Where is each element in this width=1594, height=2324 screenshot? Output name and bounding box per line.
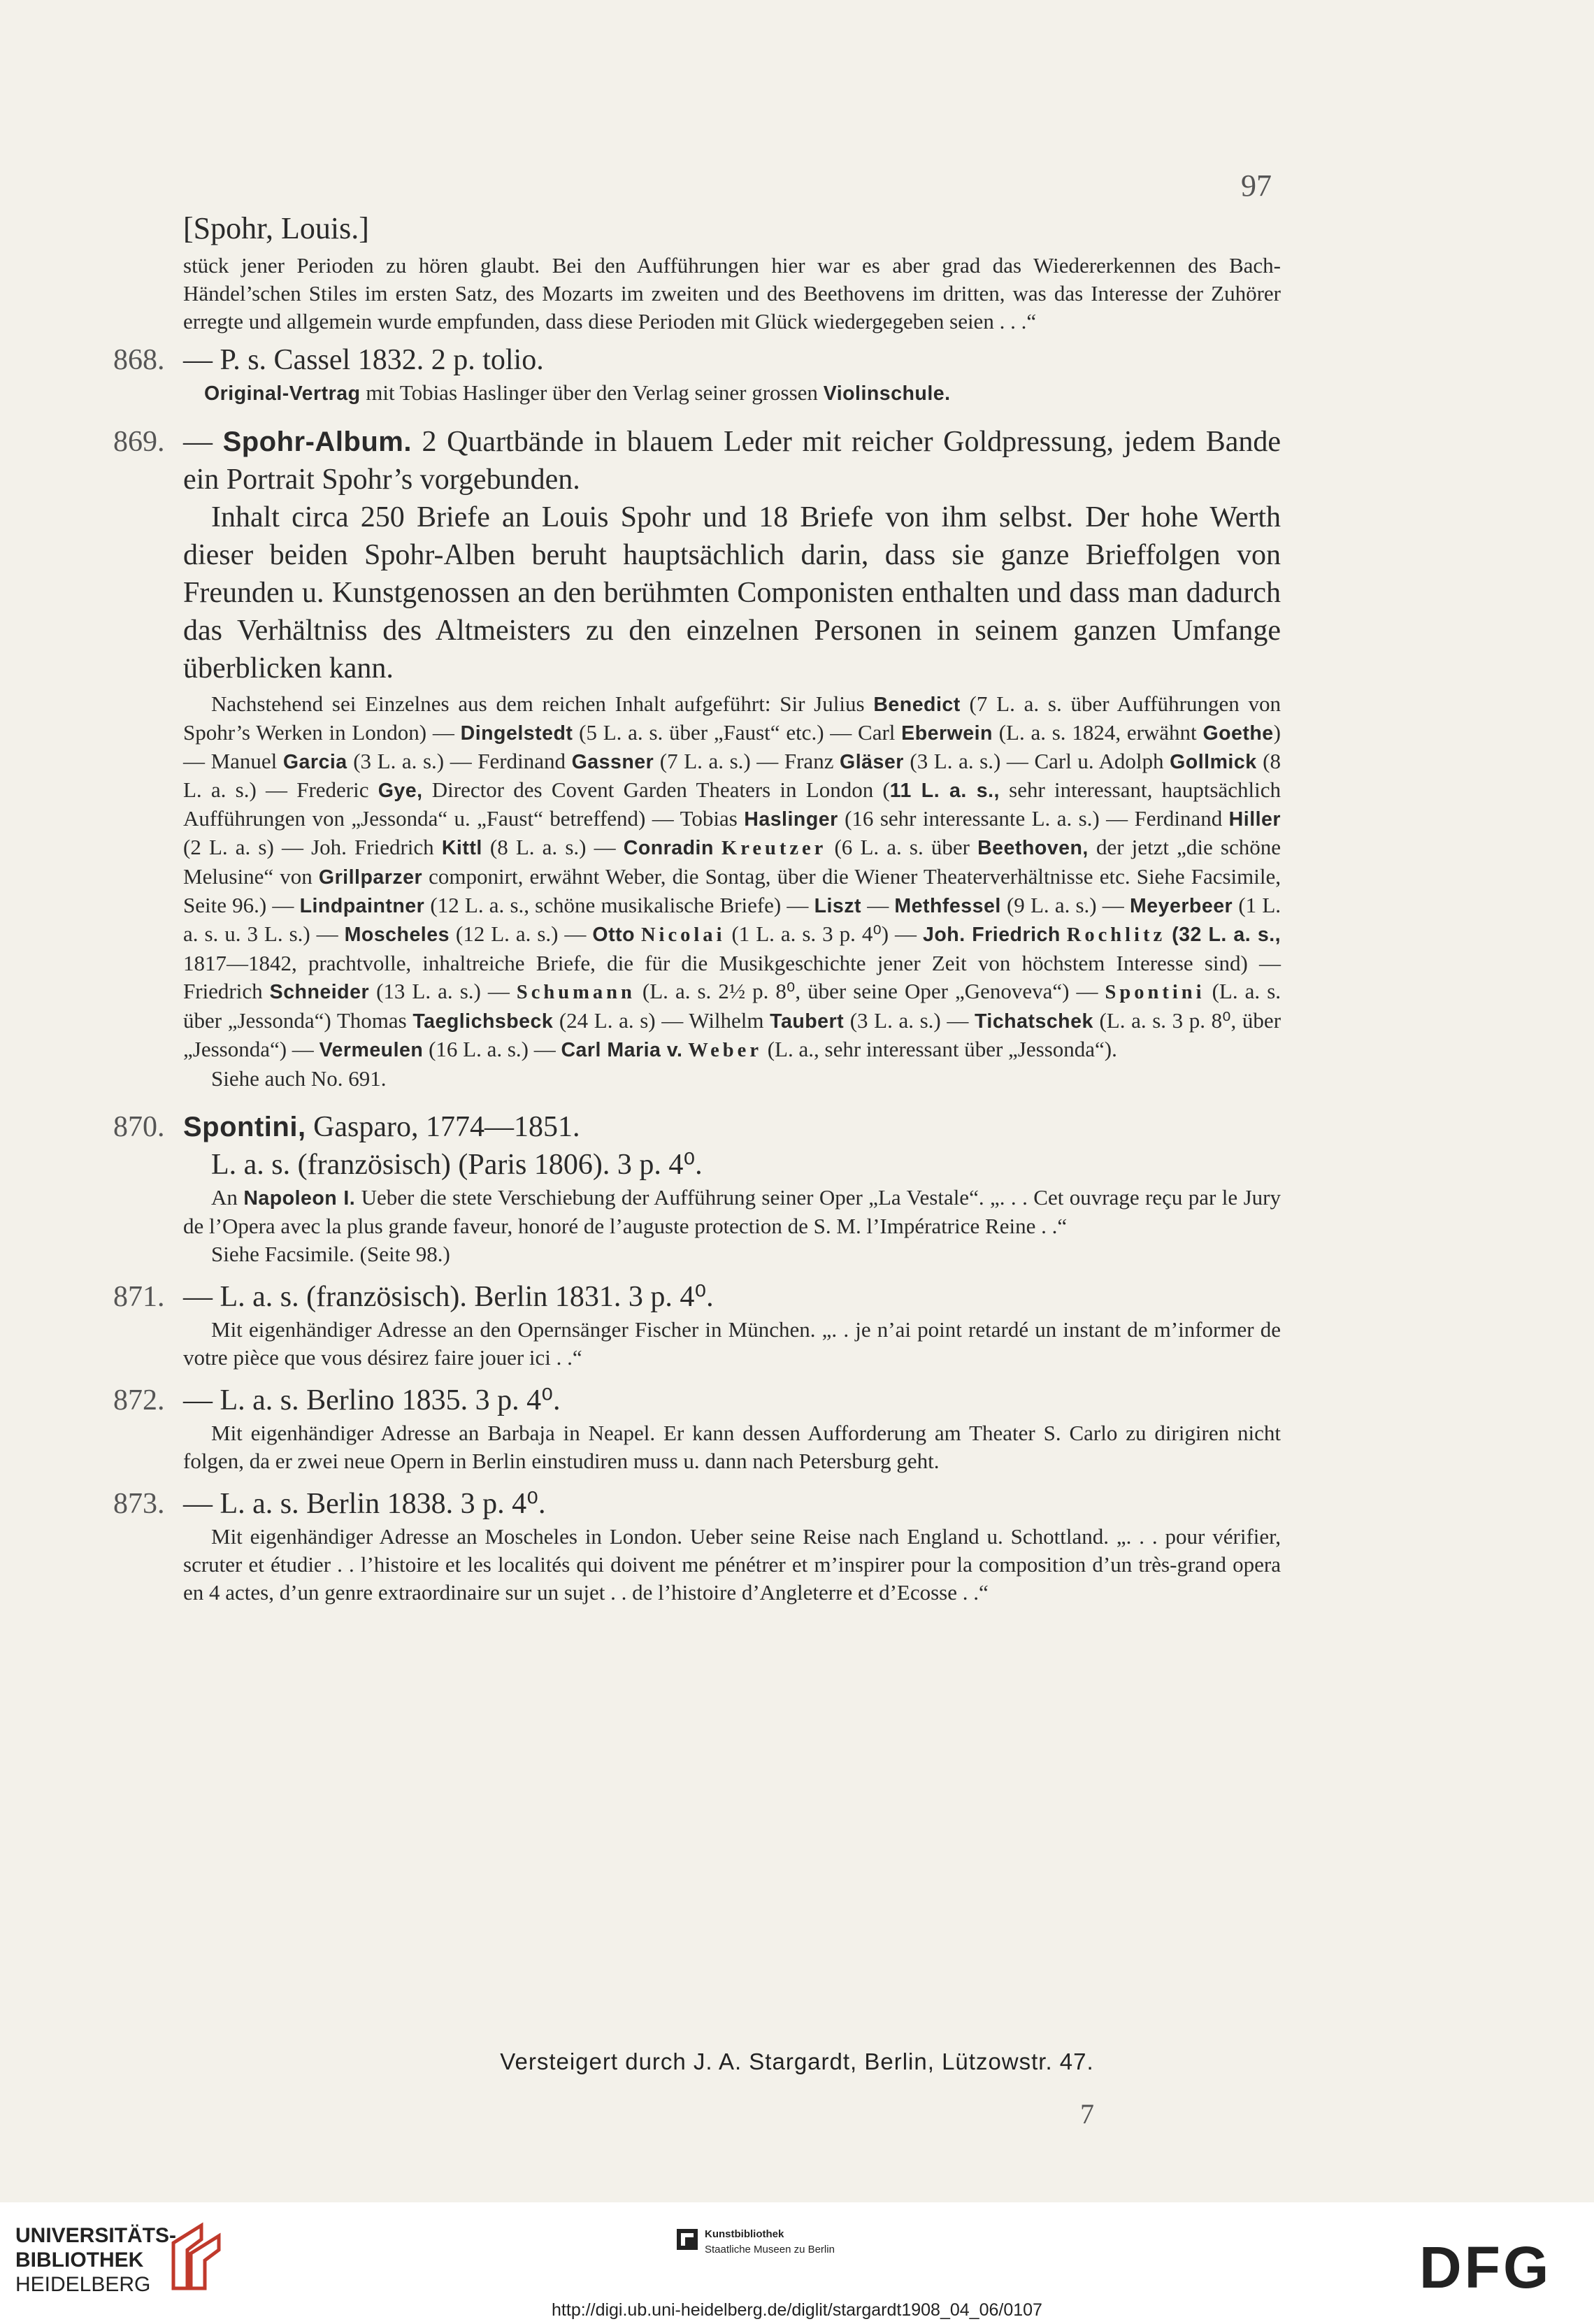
- auction-footer: Versteigert durch J. A. Stargardt, Berlin, Lützowstr. 47.: [500, 2049, 1094, 2074]
- text-run: 1817—1842, prachtvolle, inhaltreiche Briefe, die für die Musikgeschichte jener Zeit von höchstem Interesse sind) — Friedrich: [183, 951, 1281, 1003]
- text-run: Weber: [688, 1040, 762, 1061]
- text-run: Grillparzer: [318, 866, 423, 889]
- text-run: Rochlitz: [1066, 924, 1166, 946]
- entry-number: 873.: [113, 1488, 165, 1520]
- text-run: Napoleon I.: [243, 1187, 356, 1210]
- text-run: (L. a. s. 3 p. 8⁰, über „Jessonda“) —: [183, 1008, 1281, 1061]
- text-run: Schumann: [516, 982, 636, 1003]
- ub-heidelberg-logo[interactable]: UNIVERSITÄTS- BIBLIOTHEK HEIDELBERG: [15, 2224, 177, 2296]
- text-run: (L. a. s. über „Jessonda“) Thomas: [183, 979, 1281, 1033]
- text-run: —: [861, 893, 895, 917]
- kunstbibliothek-logo[interactable]: Kunstbibliothek Staatliche Museen zu Berlin: [705, 2228, 835, 2255]
- entry-873-heading: [113, 1485, 1281, 1523]
- entry-872-heading: [113, 1382, 1281, 1419]
- text-run: (13 L. a. s.) —: [369, 979, 517, 1003]
- text-run: Gläser: [840, 751, 904, 773]
- text-run: (6 L. a. s. über: [826, 835, 978, 859]
- text-run: Nachstehend sei Einzelnes aus dem reichen Inhalt aufgeführt: Sir Julius: [211, 691, 874, 716]
- text-run: 11 L. a. s.,: [889, 780, 1000, 802]
- dfg-logo[interactable]: DFG: [1419, 2235, 1552, 2300]
- text-run: Gye,: [378, 780, 423, 802]
- entry-872: [113, 1382, 1281, 1475]
- entry-number: 868.: [113, 344, 165, 376]
- text-run: An: [211, 1185, 244, 1210]
- text-run: Ueber die stete Verschiebung der Aufführung seiner Oper „La Vestale“. „. . . Cet ouvrage reçu par le Jury de l’Opera avec la plus grande faveur, honoré de l’auguste protection de S. M. l’Impératrice Reine . .“: [183, 1185, 1281, 1238]
- entry-870-name: Spontini,: [183, 1112, 306, 1142]
- text-run: Nicolai: [640, 924, 726, 946]
- text-run: (7 L. a. s. über Aufführungen von Spohr’s Werken in London) —: [183, 691, 1281, 745]
- text-run: Kittl: [441, 837, 482, 859]
- entry-868-body: [183, 379, 1281, 408]
- text-run: (3 L. a. s.) —: [844, 1008, 975, 1033]
- text-run: —: [183, 426, 223, 458]
- text-run: Moscheles: [344, 924, 450, 946]
- text-run: (24 L. a. s) — Wilhelm: [553, 1008, 770, 1033]
- entry-869-heading: [113, 423, 1281, 498]
- kunstbibliothek-icon: [677, 2229, 698, 2250]
- text-run: — L. a. s. Berlino 1835. 3 p. 4⁰.: [183, 1384, 561, 1416]
- text-run: Director des Covent Garden Theaters in London (: [422, 777, 890, 802]
- text-run: (2 L. a. s) — Joh. Friedrich: [183, 835, 442, 859]
- text-run: Beethoven,: [977, 837, 1089, 859]
- text-run: Tichatschek: [975, 1010, 1093, 1033]
- text-run: Conradin: [623, 837, 714, 859]
- entry-868: [113, 341, 1281, 408]
- text-run: Schneider: [269, 981, 370, 1003]
- entry-868-heading: [113, 341, 1281, 379]
- text-run: — P. s. Cassel 1832. 2 p. tolio.: [183, 344, 544, 376]
- entry-872-body: Mit eigenhändiger Adresse an Barbaja in Neapel. Er kann dessen Aufforderung am Theater S. Carlo zu dirigiren nicht folgen, da er zwei neue Opern in Berlin einstudiren muss u. dann nach Petersburg geht.: [183, 1421, 1281, 1473]
- text-run: Meyerbeer: [1129, 895, 1233, 917]
- entry-869-details: [183, 690, 1281, 1065]
- text-run: der jetzt „die schöne Melusine“ von: [183, 835, 1281, 889]
- catalog-column: [113, 210, 1281, 1607]
- text-run: (3 L. a. s.) — Ferdinand: [347, 749, 572, 773]
- text-run: Taubert: [770, 1010, 845, 1033]
- entry-870: [113, 1108, 1281, 1268]
- text-run: Haslinger: [744, 808, 838, 831]
- text-run: — L. a. s. Berlin 1838. 3 p. 4⁰.: [183, 1488, 546, 1520]
- entry-number: 872.: [113, 1384, 165, 1416]
- text-run: Taeglichsbeck: [412, 1010, 554, 1033]
- text-run: (1 L. a. s. 3 p. 4⁰) —: [725, 921, 923, 946]
- text-run: (1 L. a. s. u. 3 L. s.) —: [183, 893, 1281, 946]
- entry-871-heading: [113, 1278, 1281, 1316]
- text-run: 2 Quartbände in blauem Leder mit reicher Goldpressung, jedem Bande ein Portrait Spohr’s vorgebunden.: [183, 426, 1281, 496]
- text-run: (L. a. s. 1824, erwähnt: [992, 720, 1203, 745]
- text-run: (9 L. a. s.) —: [1000, 893, 1130, 917]
- entry-870-sub: L. a. s. (französisch) (Paris 1806). 3 p. 4⁰.: [211, 1149, 703, 1181]
- text-run: Liszt: [814, 895, 862, 917]
- ub-emblem-icon: [159, 2222, 229, 2292]
- entry-869: [113, 423, 1281, 1093]
- text-run: Lindpaintner: [299, 895, 425, 917]
- text-run: Eberwein: [901, 722, 993, 745]
- signature-mark: 7: [1080, 2098, 1094, 2130]
- entry-number: 870.: [113, 1111, 165, 1143]
- entry-869-siehe: Siehe auch No. 691.: [211, 1066, 387, 1091]
- text-run: Carl Maria v.: [561, 1039, 683, 1061]
- entry-870-siehe: Siehe Facsimile. (Seite 98.): [211, 1242, 450, 1266]
- entry-870-body: [183, 1184, 1281, 1240]
- text-run: (16 L. a. s.) —: [423, 1037, 561, 1061]
- entry-number: 871.: [113, 1281, 165, 1313]
- entry-871-body: Mit eigenhändiger Adresse an den Opernsänger Fischer in München. „. . je n’ai point retardé un instant de m’informer de votre pièce que vous désirez faire jouer ici . .“: [183, 1317, 1281, 1370]
- entry-870-heading: [113, 1108, 1281, 1146]
- text-run: (8 L. a. s.) —: [482, 835, 624, 859]
- text-run: (16 sehr interessante L. a. s.) — Ferdinand: [838, 806, 1229, 831]
- text-run: (12 L. a. s.) —: [449, 921, 593, 946]
- text-run: (L. a., sehr interessant über „Jessonda“).: [761, 1037, 1117, 1061]
- text-run: componirt, erwähnt Weber, die Sontag, über die Wiener Theaterverhältnisse etc. Siehe Facsimile, Seite 96.) —: [183, 864, 1281, 917]
- text-run: Gollmick: [1170, 751, 1257, 773]
- text-run: Violinschule.: [823, 382, 951, 405]
- text-run: sehr interessant, hauptsächlich Aufführungen von „Jessonda“ u. „Faust“ betreffend) — Tobias: [183, 777, 1281, 831]
- entry-873-body: Mit eigenhändiger Adresse an Moscheles in London. Ueber seine Reise nach England u. Schottland. „. . . pour vérifier, scruter et étudier . . l’histoire et les localités qui doivent me pénétrer et m’inspirer pour la composition d’un très-grand opera en 4 actes, d’un genre extraordinaire sur un sujet . . de l’histoire d’Angleterre et d’Ecosse . .“: [183, 1524, 1281, 1605]
- text-run: Original-Vertrag: [204, 382, 361, 405]
- text-run: Benedict: [873, 694, 961, 716]
- text-run: Otto: [592, 924, 635, 946]
- text-run: Vermeulen: [319, 1039, 424, 1061]
- text-run: Joh. Friedrich: [923, 924, 1061, 946]
- text-run: ) — Manuel: [183, 720, 1281, 773]
- text-run: — L. a. s. (französisch). Berlin 1831. 3 p. 4⁰.: [183, 1281, 714, 1313]
- entry-869-inhalt: Inhalt circa 250 Briefe an Louis Spohr und 18 Briefe von ihm selbst. Der hohe Werth dieser beiden Spohr-Alben beruht hauptsächlich darin, dass sie ganze Brieffolgen von Freunden u. Kunstgenossen an den berühmten Componisten enthalten und dass man dadurch das Verhältniss des Altmeisters zu den einzelnen Personen in seinem ganzen Umfange überblicken kann.: [183, 501, 1281, 684]
- text-run: Kreutzer: [721, 838, 827, 859]
- text-run: Hiller: [1228, 808, 1281, 831]
- text-run: Dingelstedt: [460, 722, 573, 745]
- text-run: (8 L. a. s.) — Frederic: [183, 749, 1281, 802]
- permalink-url[interactable]: http://digi.ub.uni-heidelberg.de/diglit/stargardt1908_04_06/0107: [552, 2300, 1042, 2320]
- page-header: [Spohr, Louis.]: [183, 211, 369, 245]
- text-run: Goethe: [1202, 722, 1274, 745]
- text-run: mit Tobias Haslinger über den Verlag seiner grossen: [360, 380, 824, 405]
- text-run: (L. a. s. 2½ p. 8⁰, über seine Oper „Genoveva“) —: [635, 979, 1105, 1003]
- text-run: (5 L. a. s. über „Faust“ etc.) — Carl: [573, 720, 902, 745]
- text-run: Spontini: [1105, 982, 1205, 1003]
- entry-869-title: Spohr-Album.: [222, 426, 412, 457]
- text-run: Garcia: [282, 751, 347, 773]
- entry-873: [113, 1485, 1281, 1607]
- text-run: Gasparo, 1774—1851.: [306, 1111, 580, 1143]
- continuation-text: stück jener Perioden zu hören glaubt. Bei den Aufführungen hier war es aber grad das Wiedererkennen des Bach-Händel’schen Stiles im ersten Satz, des Mozarts im zweiten und des Beethovens im dritten, was das Interesse der Zuhörer erregte und allgemein wurde empfunden, dass diese Perioden mit Glück wiedergegeben seien . . .“: [183, 253, 1281, 333]
- text-run: Gassner: [571, 751, 654, 773]
- entry-871: [113, 1278, 1281, 1372]
- text-run: (32 L. a. s.,: [1172, 924, 1281, 946]
- page-number: 97: [1241, 168, 1272, 203]
- entry-number: 869.: [113, 426, 165, 458]
- text-run: (7 L. a. s.) — Franz: [654, 749, 840, 773]
- text-run: Methfessel: [894, 895, 1001, 917]
- text-run: (12 L. a. s., schöne musikalische Briefe) —: [424, 893, 814, 917]
- text-run: (3 L. a. s.) — Carl u. Adolph: [903, 749, 1170, 773]
